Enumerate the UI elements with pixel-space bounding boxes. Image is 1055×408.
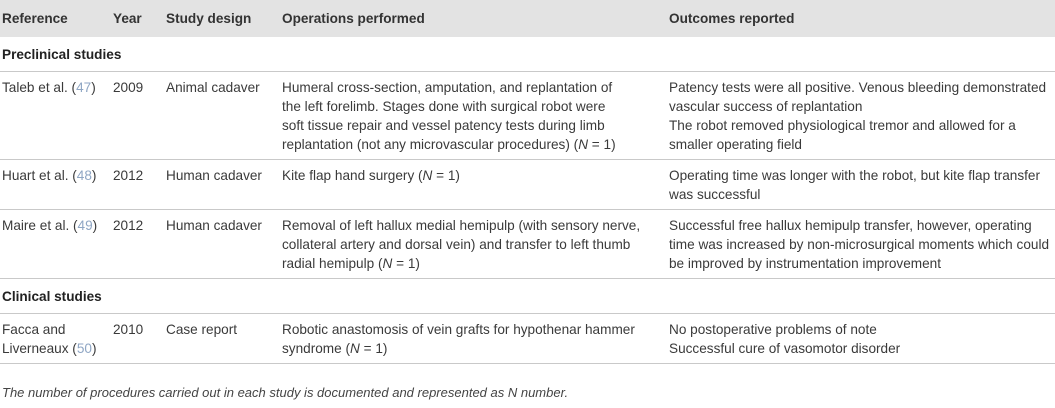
ref-close: ) xyxy=(91,341,97,356)
table-row xyxy=(0,314,1055,364)
cell-operations xyxy=(280,72,667,160)
cell-operations xyxy=(280,314,667,364)
cell-year: 2010 xyxy=(111,314,164,364)
outcome-text: Successful cure of vasomotor disorder xyxy=(669,341,901,356)
header-outcomes: Outcomes reported xyxy=(669,11,795,26)
ref-name: Taleb et al. ( xyxy=(2,80,77,95)
header-row xyxy=(0,0,1055,37)
ref-close: ) xyxy=(92,218,98,233)
header-study-design: Study design xyxy=(166,11,252,26)
operations-line: Humeral cross-section, amputation, and replantation of xyxy=(282,80,613,95)
operations-line: the left forelimb. Stages done with surgical robot were xyxy=(282,99,606,114)
cell-year: 2009 xyxy=(111,72,164,160)
ref-name: Facca and Liverneaux ( xyxy=(2,322,77,356)
n-symbol: N xyxy=(350,341,360,356)
n-value: = 1) xyxy=(588,137,616,152)
n-symbol: N xyxy=(422,168,433,183)
table-row xyxy=(0,72,1055,160)
n-symbol: N xyxy=(578,137,589,152)
section-title: Clinical studies xyxy=(0,279,1055,314)
outcome-text: Patency tests were all positive. Venous bleeding demonstrated vascular success of replantation xyxy=(669,80,1047,114)
outcome-text: The robot removed physiological tremor and allowed for a smaller operating field xyxy=(669,118,1016,152)
header-reference: Reference xyxy=(2,11,68,26)
outcome-text: Successful free hallux hemipulp transfer, however, operating time was increased by non-microsurgical moments which could be improved by instrumentation improvement xyxy=(669,218,1050,271)
n-value: = 1) xyxy=(392,256,420,271)
cell-reference xyxy=(0,160,111,210)
cell-design: Human cadaver xyxy=(164,160,280,210)
cell-reference xyxy=(0,210,111,279)
table-row xyxy=(0,160,1055,210)
ref-close: ) xyxy=(91,168,97,183)
cell-reference xyxy=(0,72,111,160)
cell-year: 2012 xyxy=(111,160,164,210)
section-row-clinical xyxy=(0,279,1055,314)
ref-name: Maire et al. ( xyxy=(2,218,78,233)
cell-year: 2012 xyxy=(111,210,164,279)
ref-link[interactable]: 50 xyxy=(76,341,92,356)
cell-outcomes xyxy=(667,314,1055,364)
cell-design: Case report xyxy=(164,314,280,364)
operations-text: Removal of left hallux medial hemipulp (with sensory nerve, collateral artery and dorsal vein) and transfer to left thumb radial hemipulp ( xyxy=(282,218,641,271)
ref-link[interactable]: 49 xyxy=(77,218,93,233)
operations-text: replantation (not any microvascular procedures) ( xyxy=(282,137,579,152)
operations-text: Robotic anastomosis of vein grafts for hypothenar hammer syndrome ( xyxy=(282,322,635,356)
ref-name: Huart et al. ( xyxy=(2,168,77,183)
cell-outcomes xyxy=(667,210,1055,279)
header-operations: Operations performed xyxy=(282,11,425,26)
n-value: = 1) xyxy=(432,168,460,183)
operations-line-last xyxy=(282,135,667,154)
cell-operations xyxy=(280,160,667,210)
cell-reference xyxy=(0,314,111,364)
cell-outcomes xyxy=(667,160,1055,210)
section-title: Preclinical studies xyxy=(0,37,1055,72)
ref-link[interactable]: 48 xyxy=(76,168,92,183)
n-value: = 1) xyxy=(359,341,388,356)
table-footnote: The number of procedures carried out in each study is documented and represented as N number. xyxy=(2,385,569,400)
operations-line: soft tissue repair and vessel patency tests during limb xyxy=(282,118,605,133)
cell-design: Animal cadaver xyxy=(164,72,280,160)
section-row-preclinical xyxy=(0,37,1055,72)
cell-outcomes xyxy=(667,72,1055,160)
outcome-text: Operating time was longer with the robot, but kite flap transfer was successful xyxy=(669,168,1040,202)
outcome-text: No postoperative problems of note xyxy=(669,322,877,337)
header-year: Year xyxy=(113,11,142,26)
operations-text: Kite flap hand surgery ( xyxy=(282,168,423,183)
ref-close: ) xyxy=(91,80,96,95)
cell-design: Human cadaver xyxy=(164,210,280,279)
ref-link[interactable]: 47 xyxy=(76,80,92,95)
cell-operations xyxy=(280,210,667,279)
n-symbol: N xyxy=(382,256,393,271)
table-row xyxy=(0,210,1055,279)
